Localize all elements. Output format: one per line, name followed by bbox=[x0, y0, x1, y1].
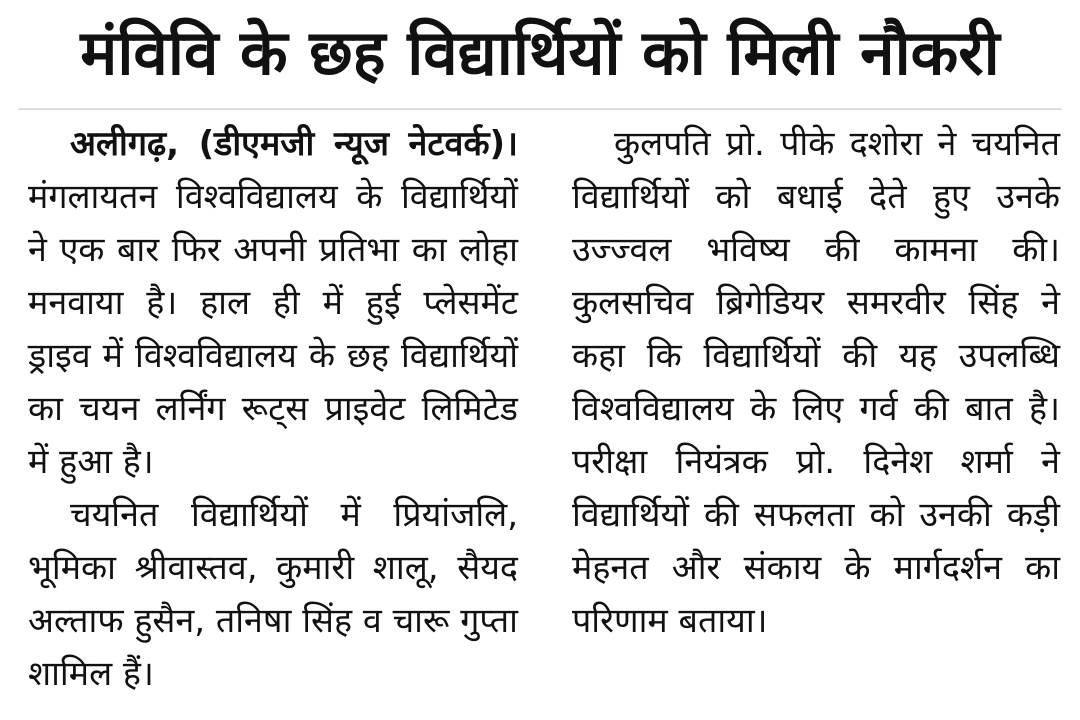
headline: मंविवि के छह विद्यार्थियों को मिली नौकरी bbox=[80, 16, 1000, 89]
article-column-left bbox=[28, 118, 518, 701]
article-column-right bbox=[572, 118, 1060, 648]
paragraph-2-text: चयनित विद्यार्थियों में प्रियांजलि, भूमिका श्रीवास्तव, कुमारी शालू, सैयद अल्ताफ हुसैन, तनिषा सिंह व चारू गुप्ता शामिल हैं। bbox=[28, 495, 518, 694]
paragraph-1-text: मंगलायतन विश्वविद्यालय के विद्यार्थियों ने एक बार फिर अपनी प्रतिभा का लोहा मनवाया है। हाल ही में हुई प्लेसमेंट ड्राइव में विश्वविद्यालय के छह विद्यार्थियों का चयन लर्निंग रूट्स प्राइवेट लिमिटेड में हुआ है। bbox=[28, 177, 518, 482]
paragraph-3 bbox=[572, 118, 1060, 648]
paragraph-2 bbox=[28, 489, 518, 701]
paragraph-3-text: कुलपति प्रो. पीके दशोरा ने चयनित विद्यार्थियों को बधाई देते हुए उनके उज्ज्वल भविष्य की कामना की। कुलसचिव ब्रिगेडियर समरवीर सिंह ने कहा कि विद्यार्थियों की यह उपलब्धि विश्वविद्यालय के लिए गर्व की बात है। परीक्षा नियंत्रक प्रो. दिनेश शर्मा ने विद्यार्थियों की सफलता को उनकी कड़ी मेहनत और संकाय के मार्गदर्शन का परिणाम बताया। bbox=[572, 124, 1060, 641]
paragraph-1 bbox=[28, 118, 518, 489]
dateline: अलीगढ़, (डीएमजी न्यूज नेटवर्क)। bbox=[70, 124, 518, 164]
headline-divider bbox=[18, 108, 1062, 110]
